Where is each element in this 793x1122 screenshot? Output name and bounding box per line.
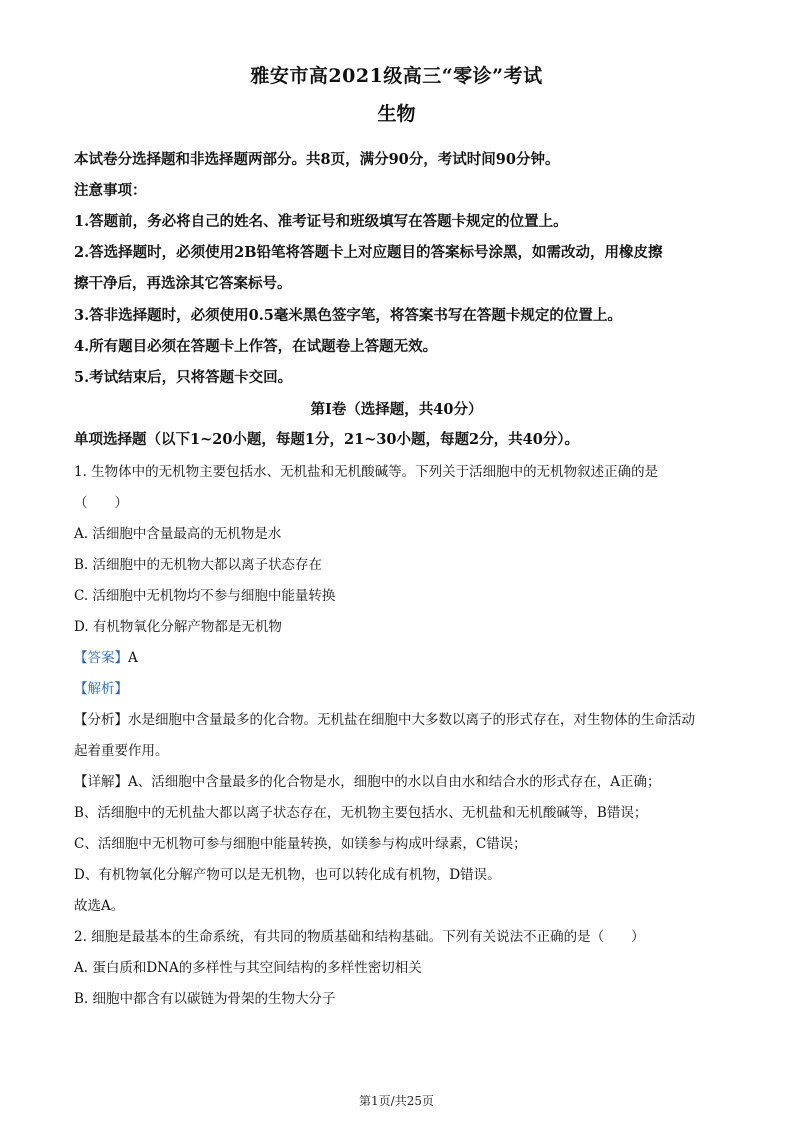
page-footer: 第1页/共25页 xyxy=(359,1094,434,1108)
xiangjie-tag: 【详解】 xyxy=(74,774,128,790)
analysis-tag: 【解析】 xyxy=(74,681,128,697)
answer-line xyxy=(74,648,733,668)
analysis-line xyxy=(74,679,733,699)
option-a: A. 蛋白质和DNA的多样性与其空间结构的多样性密切相关 xyxy=(74,960,422,976)
notice-heading: 注意事项： xyxy=(74,182,147,199)
subject-title: 生物 xyxy=(377,103,416,125)
question-stem: 1. 生物体中的无机物主要包括水、无机盐和无机酸碱等。下列关于活细胞中的无机物叙述正确的是 xyxy=(74,464,659,480)
notice-item: 4.所有题目必须在答题卡上作答，在试题卷上答题无效。 xyxy=(74,338,438,355)
exam-summary: 本试卷分选择题和非选择题两部分。共8页，满分90分，考试时间90分钟。 xyxy=(74,151,560,168)
detail-line: C、活细胞中无机物可参与细胞中能量转换，如镁参与构成叶绿素，C错误； xyxy=(74,836,527,852)
xiangjie-text: A、活细胞中含量最多的化合物是水，细胞中的水以自由水和结合水的形式存在，A正确； xyxy=(128,774,661,790)
fenxi-continued: 起着重要作用。 xyxy=(74,743,169,759)
option-c: C. 活细胞中无机物均不参与细胞中能量转换 xyxy=(74,588,336,604)
fenxi-text: 水是细胞中含量最多的化合物。无机盐在细胞中大多数以离子的形式存在，对生物体的生命活动 xyxy=(128,712,695,728)
detail-line: D、有机物氧化分解产物可以是无机物，也可以转化成有机物，D错误。 xyxy=(74,867,501,883)
notice-item: 1.答题前，务必将自己的姓名、准考证号和班级填写在答题卡规定的位置上。 xyxy=(74,213,568,230)
section-title: 第Ⅰ卷（选择题，共40分） xyxy=(310,401,483,418)
option-a: A. 活细胞中含量最高的无机物是水 xyxy=(74,526,282,542)
option-b: B. 活细胞中的无机物大都以离子状态存在 xyxy=(74,557,323,573)
notice-item: 擦干净后，再选涂其它答案标号。 xyxy=(74,275,292,292)
option-b: B. 细胞中都含有以碳链为骨架的生物大分子 xyxy=(74,991,336,1007)
detail-line: B、活细胞中的无机盐大都以离子状态存在，无机物主要包括水、无机盐和无机酸碱等，B错误； xyxy=(74,805,648,821)
exam-title: 雅安市高2021级高三“零诊”考试 xyxy=(250,65,543,87)
xiangjie-line xyxy=(74,772,733,792)
notice-item: 2.答选择题时，必须使用2B铅笔将答题卡上对应题目的答案标号涂黑，如需改动，用橡皮擦 xyxy=(74,244,663,261)
question-stem-continued: （ ） xyxy=(74,495,128,511)
conclusion: 故选A。 xyxy=(74,898,125,914)
notice-item: 3.答非选择题时，必须使用0.5毫米黑色签字笔，将答案书写在答题卡规定的位置上。 xyxy=(74,307,622,324)
question-stem: 2. 细胞是最基本的生命系统，有共同的物质基础和结构基础。下列有关说法不正确的是（ ） xyxy=(74,929,645,945)
fenxi-line xyxy=(74,710,733,730)
section-instruction: 单项选择题（以下1~20小题，每题1分，21~30小题，每题2分，共40分）。 xyxy=(74,431,580,448)
fenxi-tag: 【分析】 xyxy=(74,712,128,728)
option-d: D. 有机物氧化分解产物都是无机物 xyxy=(74,619,282,635)
answer-value: A xyxy=(128,650,138,666)
answer-tag: 【答案】 xyxy=(74,650,128,666)
notice-item: 5.考试结束后，只将答题卡交回。 xyxy=(74,369,293,386)
